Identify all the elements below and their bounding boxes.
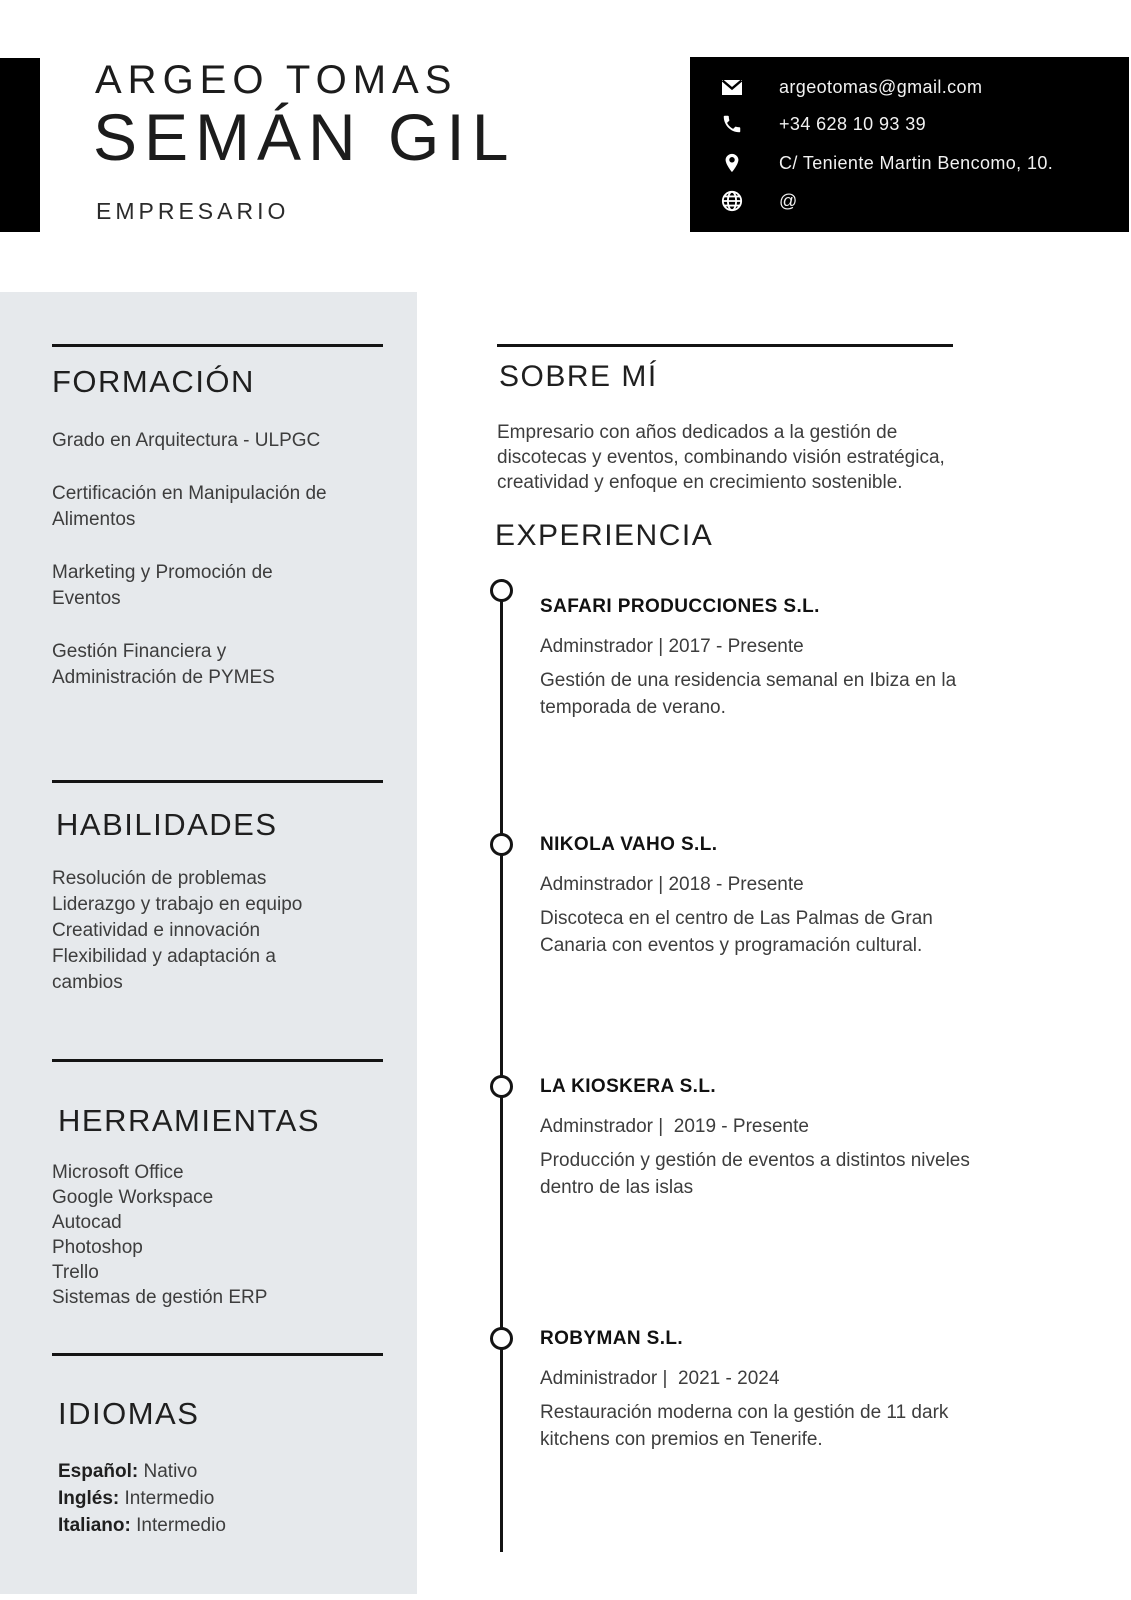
experience-company: LA KIOSKERA S.L. [540, 1076, 716, 1097]
formacion-item: Gestión Financiera y Administración de PYMES [52, 641, 275, 688]
timeline-dot [490, 1327, 513, 1350]
herramientas-list [52, 1160, 342, 1310]
contact-email-text: argeotomas@gmail.com [779, 76, 983, 97]
formacion-heading: FORMACIÓN [52, 364, 255, 399]
contact-row-email [720, 74, 982, 100]
herramientas-item: Google Workspace [52, 1187, 214, 1208]
habilidades-heading: HABILIDADES [56, 807, 278, 842]
location-icon [720, 151, 744, 175]
header-accent-bar [0, 58, 40, 232]
formacion-item: Certificación en Manipulación de Alimentos [52, 483, 327, 530]
experience-meta: Adminstrador | 2019 - Presente [540, 1116, 809, 1137]
contact-row-phone [720, 111, 926, 137]
herramientas-item: Sistemas de gestión ERP [52, 1287, 268, 1308]
experience-description: Gestión de una residencia semanal en Ibiza en la temporada de verano. [540, 670, 957, 718]
experience-entry [540, 1327, 980, 1453]
formacion-item: Marketing y Promoción de Eventos [52, 562, 273, 609]
experience-description: Restauración moderna con la gestión de 11 dark kitchens con premios en Tenerife. [540, 1402, 949, 1450]
idiomas-item [58, 1512, 348, 1539]
experience-company: ROBYMAN S.L. [540, 1328, 684, 1349]
about-heading: SOBRE MÍ [499, 360, 658, 393]
formacion-divider [52, 344, 383, 347]
timeline-dot [490, 579, 513, 602]
about-divider [497, 344, 953, 347]
language-level: Nativo [138, 1461, 198, 1482]
habilidades-item: Resolución de problemas [52, 868, 267, 889]
globe-icon [720, 189, 744, 213]
idiomas-list [58, 1458, 348, 1539]
language-label: Inglés: [58, 1488, 120, 1509]
habilidades-item: Liderazgo y trabajo en equipo [52, 894, 303, 915]
habilidades-item: Flexibilidad y adaptación a cambios [52, 946, 276, 993]
experience-entry [540, 595, 980, 721]
experience-meta: Adminstrador | 2018 - Presente [540, 874, 804, 895]
experience-company: NIKOLA VAHO S.L. [540, 834, 718, 855]
experience-description: Producción y gestión de eventos a distintos niveles dentro de las islas [540, 1150, 970, 1198]
email-icon [720, 75, 744, 99]
timeline-line [500, 592, 503, 1552]
idiomas-item [58, 1485, 348, 1512]
formacion-list [52, 428, 342, 718]
language-level: Intermedio [130, 1515, 226, 1536]
herramientas-item: Microsoft Office [52, 1162, 184, 1183]
timeline-dot [490, 1075, 513, 1098]
experience-entry [540, 833, 980, 959]
herramientas-item: Trello [52, 1262, 99, 1283]
habilidades-list [52, 866, 342, 996]
formacion-item: Grado en Arquitectura - ULPGC [52, 430, 321, 451]
herramientas-item: Autocad [52, 1212, 122, 1233]
language-level: Intermedio [119, 1488, 215, 1509]
herramientas-item: Photoshop [52, 1237, 143, 1258]
herramientas-divider [52, 1059, 383, 1062]
job-role: EMPRESARIO [96, 198, 290, 224]
language-label: Italiano: [58, 1515, 131, 1536]
idiomas-heading: IDIOMAS [58, 1396, 200, 1431]
language-label: Español: [58, 1461, 139, 1482]
contact-row-website [720, 188, 798, 214]
experience-meta: Administrador | 2021 - 2024 [540, 1368, 780, 1389]
contact-row-address [720, 150, 1053, 176]
experience-entry [540, 1075, 980, 1201]
about-text: Empresario con años dedicados a la gestión de discotecas y eventos, combinando visión estratégica, creatividad y enfoque en crecimiento sostenible. [497, 422, 945, 493]
first-name: ARGEO TOMAS [95, 58, 458, 102]
experience-description: Discoteca en el centro de Las Palmas de Gran Canaria con eventos y programación cultural. [540, 908, 933, 956]
idiomas-item [58, 1458, 348, 1485]
timeline-dot [490, 833, 513, 856]
experience-heading: EXPERIENCIA [495, 519, 714, 552]
phone-icon [720, 112, 744, 136]
habilidades-divider [52, 780, 383, 783]
experience-meta: Adminstrador | 2017 - Presente [540, 636, 804, 657]
contact-phone-text: +34 628 10 93 39 [779, 113, 927, 134]
idiomas-divider [52, 1353, 383, 1356]
habilidades-item: Creatividad e innovación [52, 920, 261, 941]
experience-company: SAFARI PRODUCCIONES S.L. [540, 596, 820, 617]
contact-address-text: C/ Teniente Martin Bencomo, 10. [779, 152, 1054, 173]
last-name: SEMÁN GIL [93, 100, 516, 174]
contact-website-text: @ [779, 190, 798, 211]
contact-panel [690, 57, 1129, 232]
herramientas-heading: HERRAMIENTAS [58, 1103, 321, 1138]
